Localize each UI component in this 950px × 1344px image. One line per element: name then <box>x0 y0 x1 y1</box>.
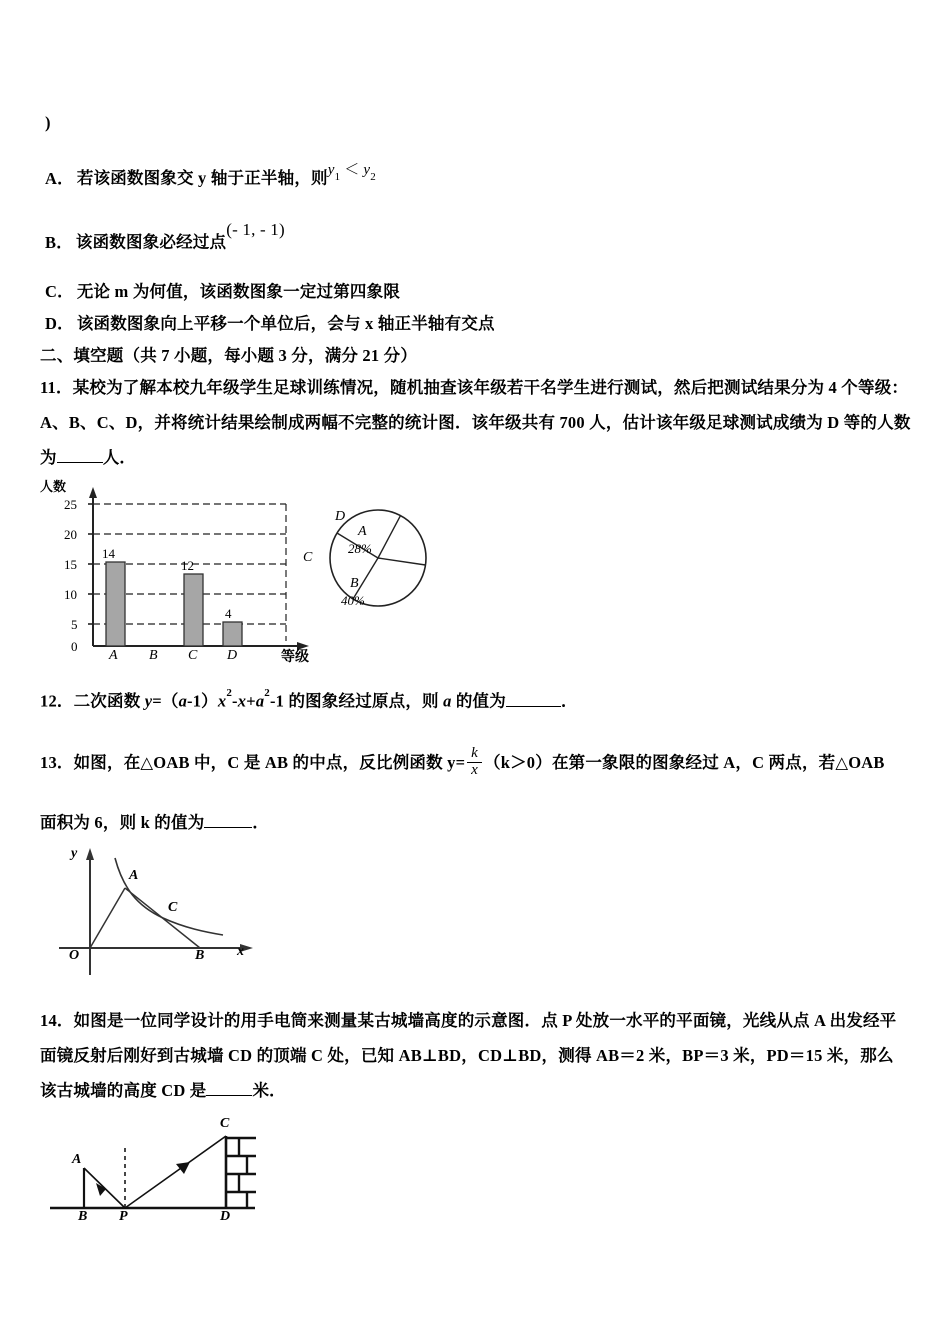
question-11-number: 11． <box>40 378 73 397</box>
choice-b-label: B． <box>45 232 73 252</box>
bar-value-c: 12 <box>181 558 194 573</box>
point-label-o: O <box>69 948 80 963</box>
point-label-d: D <box>220 1209 231 1224</box>
incident-ray <box>84 1168 125 1208</box>
reflected-arrow-icon <box>176 1162 190 1174</box>
wall-hatching <box>226 1138 256 1208</box>
choice-a-expression: $y_1 < y_2$ <box>327 162 376 183</box>
pie-label-b: B <box>350 576 359 591</box>
question-12-number: 12． <box>40 691 74 711</box>
pie-label-c: C <box>303 550 313 565</box>
bar-chart-y-label: 人数 <box>40 479 67 494</box>
answer-blank-13[interactable] <box>204 812 252 828</box>
answer-blank-12[interactable] <box>506 691 561 707</box>
bar-chart-x-label: 等级 <box>281 650 309 665</box>
question-11-line-3 <box>40 447 136 469</box>
choice-b <box>45 220 285 254</box>
question-14-text-1: 如图是一位同学设计的用手电筒来测量某古城墙高度的示意图．点 P 处放一水平的平面镜，光线从点 A 出发经平 <box>73 1011 897 1030</box>
reflected-ray <box>125 1136 226 1208</box>
axis-label-x: x <box>237 944 244 959</box>
question-13-text-2a: 面积为 6，则 k 的值为 <box>40 813 205 832</box>
hyperbola-svg <box>45 840 260 990</box>
pie-value-a: 28% <box>348 541 372 556</box>
question-13-line-2 <box>40 812 269 834</box>
question-14-text-3b: 米． <box>252 1081 286 1100</box>
choice-b-expression: (- 1, - 1) <box>226 220 285 239</box>
bar-xtick-a: A <box>109 648 118 663</box>
question-11-line-2: A、B、C、D，并将统计结果绘制成两幅不完整的统计图．该年级共有 700 人，估计该年级足球测试成绩为 D 等的人数 <box>40 413 911 432</box>
question-11-text-3b: 人． <box>102 448 137 467</box>
question-14-number: 14． <box>40 1011 74 1030</box>
choice-d-label: D． <box>45 314 74 333</box>
point-label-b: B <box>195 948 205 963</box>
question-14-text-3a: 该古城墙的高度 CD 是 <box>40 1081 207 1100</box>
inverse-function-fraction: $\frac{k}{x}$ <box>467 746 482 779</box>
question-13-text-2b: ． <box>252 813 270 832</box>
question-14-line-3 <box>40 1080 286 1102</box>
section-heading: 二、填空题（共 7 小题，每小题 3 分，满分 21 分） <box>40 346 418 365</box>
bar-xtick-d: D <box>227 648 238 663</box>
bar-xtick-b: B <box>149 648 158 663</box>
question-13-number: 13． <box>40 753 74 773</box>
bar-value-d: 4 <box>225 606 232 621</box>
pie-label-d: D <box>335 509 346 524</box>
choice-a-label: A． <box>45 168 74 188</box>
segment-oa <box>90 888 125 948</box>
question-13-text-1b: （k＞0）在第一象限的图象经过 A，C 两点，若△OAB <box>484 753 885 773</box>
segment-ab <box>125 888 200 948</box>
statistics-figure-labels <box>38 476 488 666</box>
axis-label-y: y <box>71 846 78 861</box>
bar-ytick-15: 15 <box>64 557 77 572</box>
choice-c-text: 无论 m 为何值，该函数图象一定过第四象限 <box>76 282 401 301</box>
choice-c-label: C． <box>45 282 74 301</box>
question-11-line-1 <box>40 377 908 399</box>
hyperbola-figure <box>45 840 260 990</box>
point-label-a: A <box>129 868 139 883</box>
question-11-text-3a: 为 <box>40 448 57 467</box>
mirror-figure <box>40 1108 290 1238</box>
pie-label-a: A <box>358 524 367 539</box>
question-14-line-2: 面镜反射后刚好到古城墙 CD 的顶端 C 处，已知 AB⊥BD，CD⊥BD，测得 AB＝2 米，BP＝3 米，PD＝15 米，那么 <box>40 1046 894 1065</box>
point-label-c: C <box>168 900 178 915</box>
bar-value-a: 14 <box>102 546 115 561</box>
bar-ytick-5: 5 <box>71 617 78 632</box>
bar-ytick-0: 0 <box>71 639 78 654</box>
point-label-a: A <box>72 1152 82 1167</box>
question-14-line-1 <box>40 1010 896 1032</box>
question-13-line-1 <box>40 745 885 781</box>
choice-c <box>45 281 400 303</box>
choice-d <box>45 313 495 335</box>
point-label-c: C <box>220 1116 230 1131</box>
bar-ytick-10: 10 <box>64 587 77 602</box>
pie-value-b: 40% <box>341 593 365 608</box>
choice-b-text: 该函数图象必经过点 <box>75 232 227 252</box>
bar-ytick-25: 25 <box>64 497 77 512</box>
bar-xtick-c: C <box>188 648 198 663</box>
question-11-text-1: 某校为了解本校九年级学生足球训练情况，随机抽查该年级若干名学生进行测试，然后把测试结果分为 4 个等级： <box>72 378 909 397</box>
answer-blank-11[interactable] <box>57 447 103 463</box>
choice-d-text: 该函数图象向上平移一个单位后，会与 x 轴正半轴有交点 <box>76 314 495 333</box>
stray-paren: ) <box>45 113 51 132</box>
question-13-text-1a: 如图，在△OAB 中，C 是 AB 的中点，反比例函数 y= <box>73 753 466 773</box>
answer-blank-14[interactable] <box>206 1080 252 1096</box>
point-label-b: B <box>78 1209 88 1224</box>
question-12-pre: 二次函数 <box>73 691 145 711</box>
question-12: 12．二次函数 $y=(a-1)x^2-x+a^2-1$ 的图象经过原点，则 a 的值为 ． <box>40 687 578 711</box>
choice-a-text: 若该函数图象交 y 轴于正半轴，则 <box>76 168 328 188</box>
bar-ytick-20: 20 <box>64 527 77 542</box>
choice-a <box>45 163 376 190</box>
point-label-p: P <box>119 1209 128 1224</box>
